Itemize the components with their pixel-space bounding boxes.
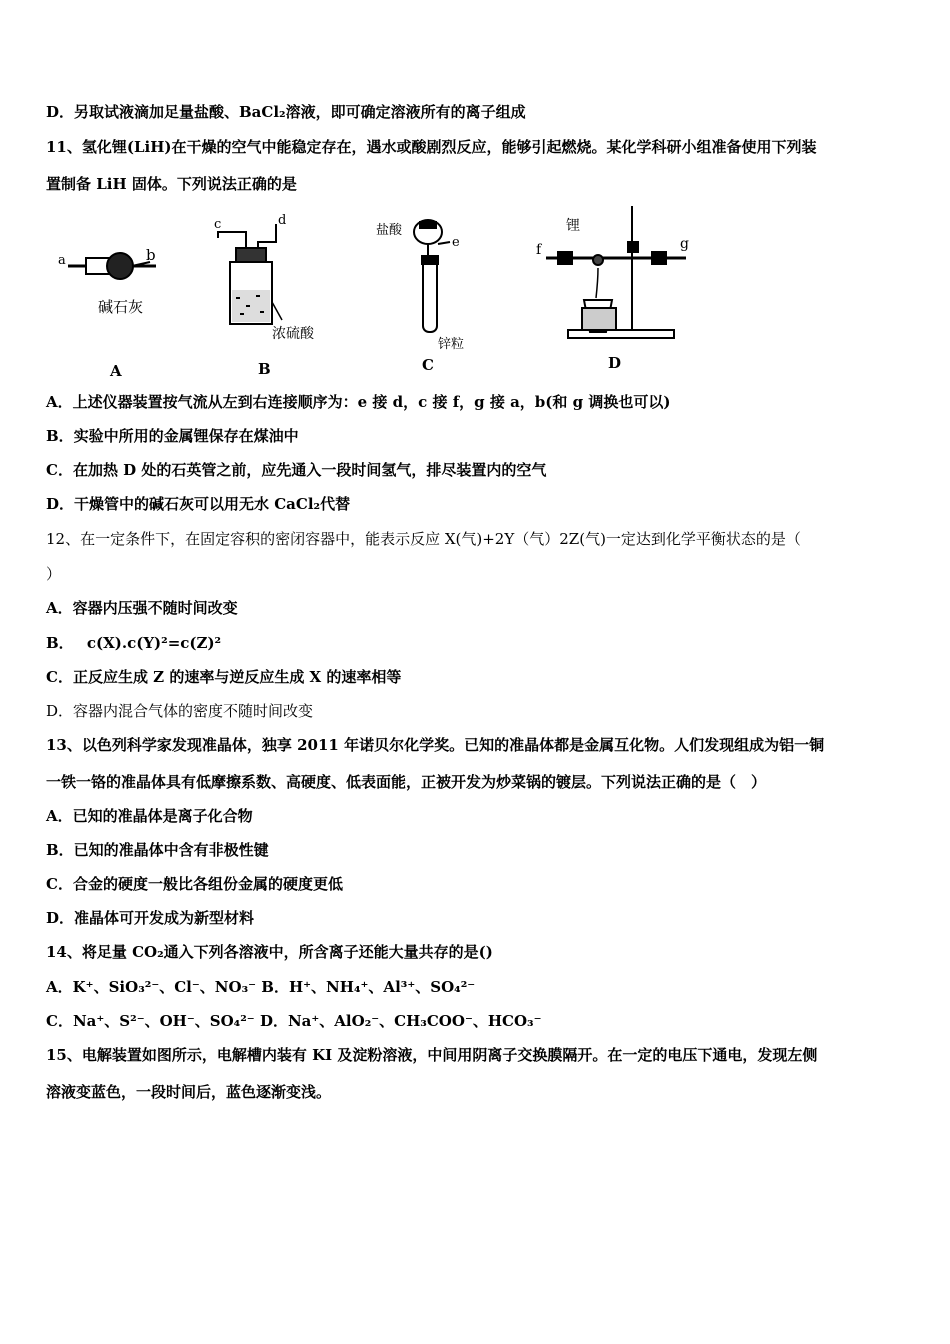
q12-option-a: A．容器内压强不随时间改变 (46, 599, 238, 617)
port-c-label: c (214, 217, 222, 232)
port-f-label: f (536, 242, 542, 258)
apparatus-figure (46, 202, 706, 384)
q12-stem-line-1: 12、在一定条件下，在固定容积的密闭容器中，能表示反应 X(气)+2Y（气）2Z(气)一定达到化学平衡状态的是（ (46, 530, 801, 548)
port-g-label: g (680, 236, 689, 252)
q12-option-d: D．容器内混合气体的密度不随时间改变 (46, 702, 314, 720)
q11-option-a: A．上述仪器装置按气流从左到右连接顺序为：e 接 d，c 接 f，g 接 a，b(和 g 调换也可以) (46, 393, 671, 411)
q14-stem: 14、将足量 CO₂通入下列各溶液中，所含离子还能大量共存的是() (46, 943, 493, 961)
q11-option-b: B．实验中所用的金属锂保存在煤油中 (46, 427, 299, 445)
q15-stem-line-1: 15、电解装置如图所示，电解槽内装有 KI 及淀粉溶液，中间用阴离子交换膜隔开。在一定的电压下通电，发现左侧 (46, 1046, 818, 1064)
q13-option-d: D．准晶体可开发成为新型材料 (46, 909, 255, 927)
q11-option-c: C．在加热 D 处的石英管之前，应先通入一段时间氢气，排尽装置内的空气 (46, 461, 547, 479)
port-e-label: e (452, 235, 460, 250)
q10-option-d: D．另取试液滴加足量盐酸、BaCl₂溶液，即可确定溶液所有的离子组成 (46, 103, 526, 121)
q12-option-c: C．正反应生成 Z 的速率与逆反应生成 X 的速率相等 (46, 668, 402, 686)
q14-options-cd: C．Na⁺、S²⁻、OH⁻、SO₄²⁻ D．Na⁺、AlO₂⁻、CH₃COO⁻、HCO₃⁻ (46, 1012, 542, 1030)
apparatus-c (376, 220, 464, 374)
q12-option-b-prefix: B． (46, 634, 74, 652)
q13-option-a: A．已知的准晶体是离子化合物 (46, 807, 253, 825)
q11-stem-line-2: 置制备 LiH 固体。下列说法正确的是 (46, 175, 297, 193)
caption-b: B (258, 360, 271, 378)
q15-stem-line-2: 溶液变蓝色，一段时间后，蓝色逐渐变浅。 (46, 1083, 332, 1101)
q13-stem-line-1: 13、以色列科学家发现准晶体，独享 2011 年诺贝尔化学奖。已知的准晶体都是金属互化物。人们发现组成为铝一铜 (46, 736, 825, 754)
q12-option-b-expression: c(X).c(Y)²=c(Z)² (86, 634, 222, 652)
q11-option-d: D．干燥管中的碱石灰可以用无水 CaCl₂代替 (46, 495, 351, 513)
lithium-label: 锂 (566, 218, 580, 234)
q12-option-b (46, 633, 221, 653)
q13-stem-line-2: 一铁一铬的准晶体具有低摩擦系数、高硬度、低表面能，正被开发为炒菜锅的镀层。下列说法正确的是（ ） (46, 773, 767, 791)
port-d-label: d (278, 213, 287, 228)
apparatus-d (536, 206, 689, 372)
q12-stem-line-2: ） (46, 565, 62, 583)
conc-sulfuric-label: 浓硫酸 (272, 326, 314, 342)
soda-lime-label: 碱石灰 (98, 298, 144, 316)
q11-stem-line-1: 11、氢化锂(LiH)在干燥的空气中能稳定存在，遇水或酸剧烈反应，能够引起燃烧。某化学科研小组准备使用下列装 (46, 138, 817, 156)
q14-options-ab: A．K⁺、SiO₃²⁻、Cl⁻、NO₃⁻ B．H⁺、NH₄⁺、Al³⁺、SO₄²⁻ (46, 978, 476, 996)
zinc-granules-label: 锌粒 (438, 337, 465, 352)
q13-option-b: B．已知的准晶体中含有非极性键 (46, 841, 269, 859)
caption-a: A (110, 362, 122, 380)
apparatus-b (214, 213, 315, 378)
apparatus-a (58, 246, 156, 380)
caption-c: C (422, 356, 434, 374)
port-b-label: b (146, 246, 156, 264)
q13-option-c: C．合金的硬度一般比各组份金属的硬度更低 (46, 875, 343, 893)
hydrochloric-acid-label: 盐酸 (376, 223, 403, 238)
port-a-label: a (58, 253, 66, 268)
caption-d: D (608, 354, 622, 372)
